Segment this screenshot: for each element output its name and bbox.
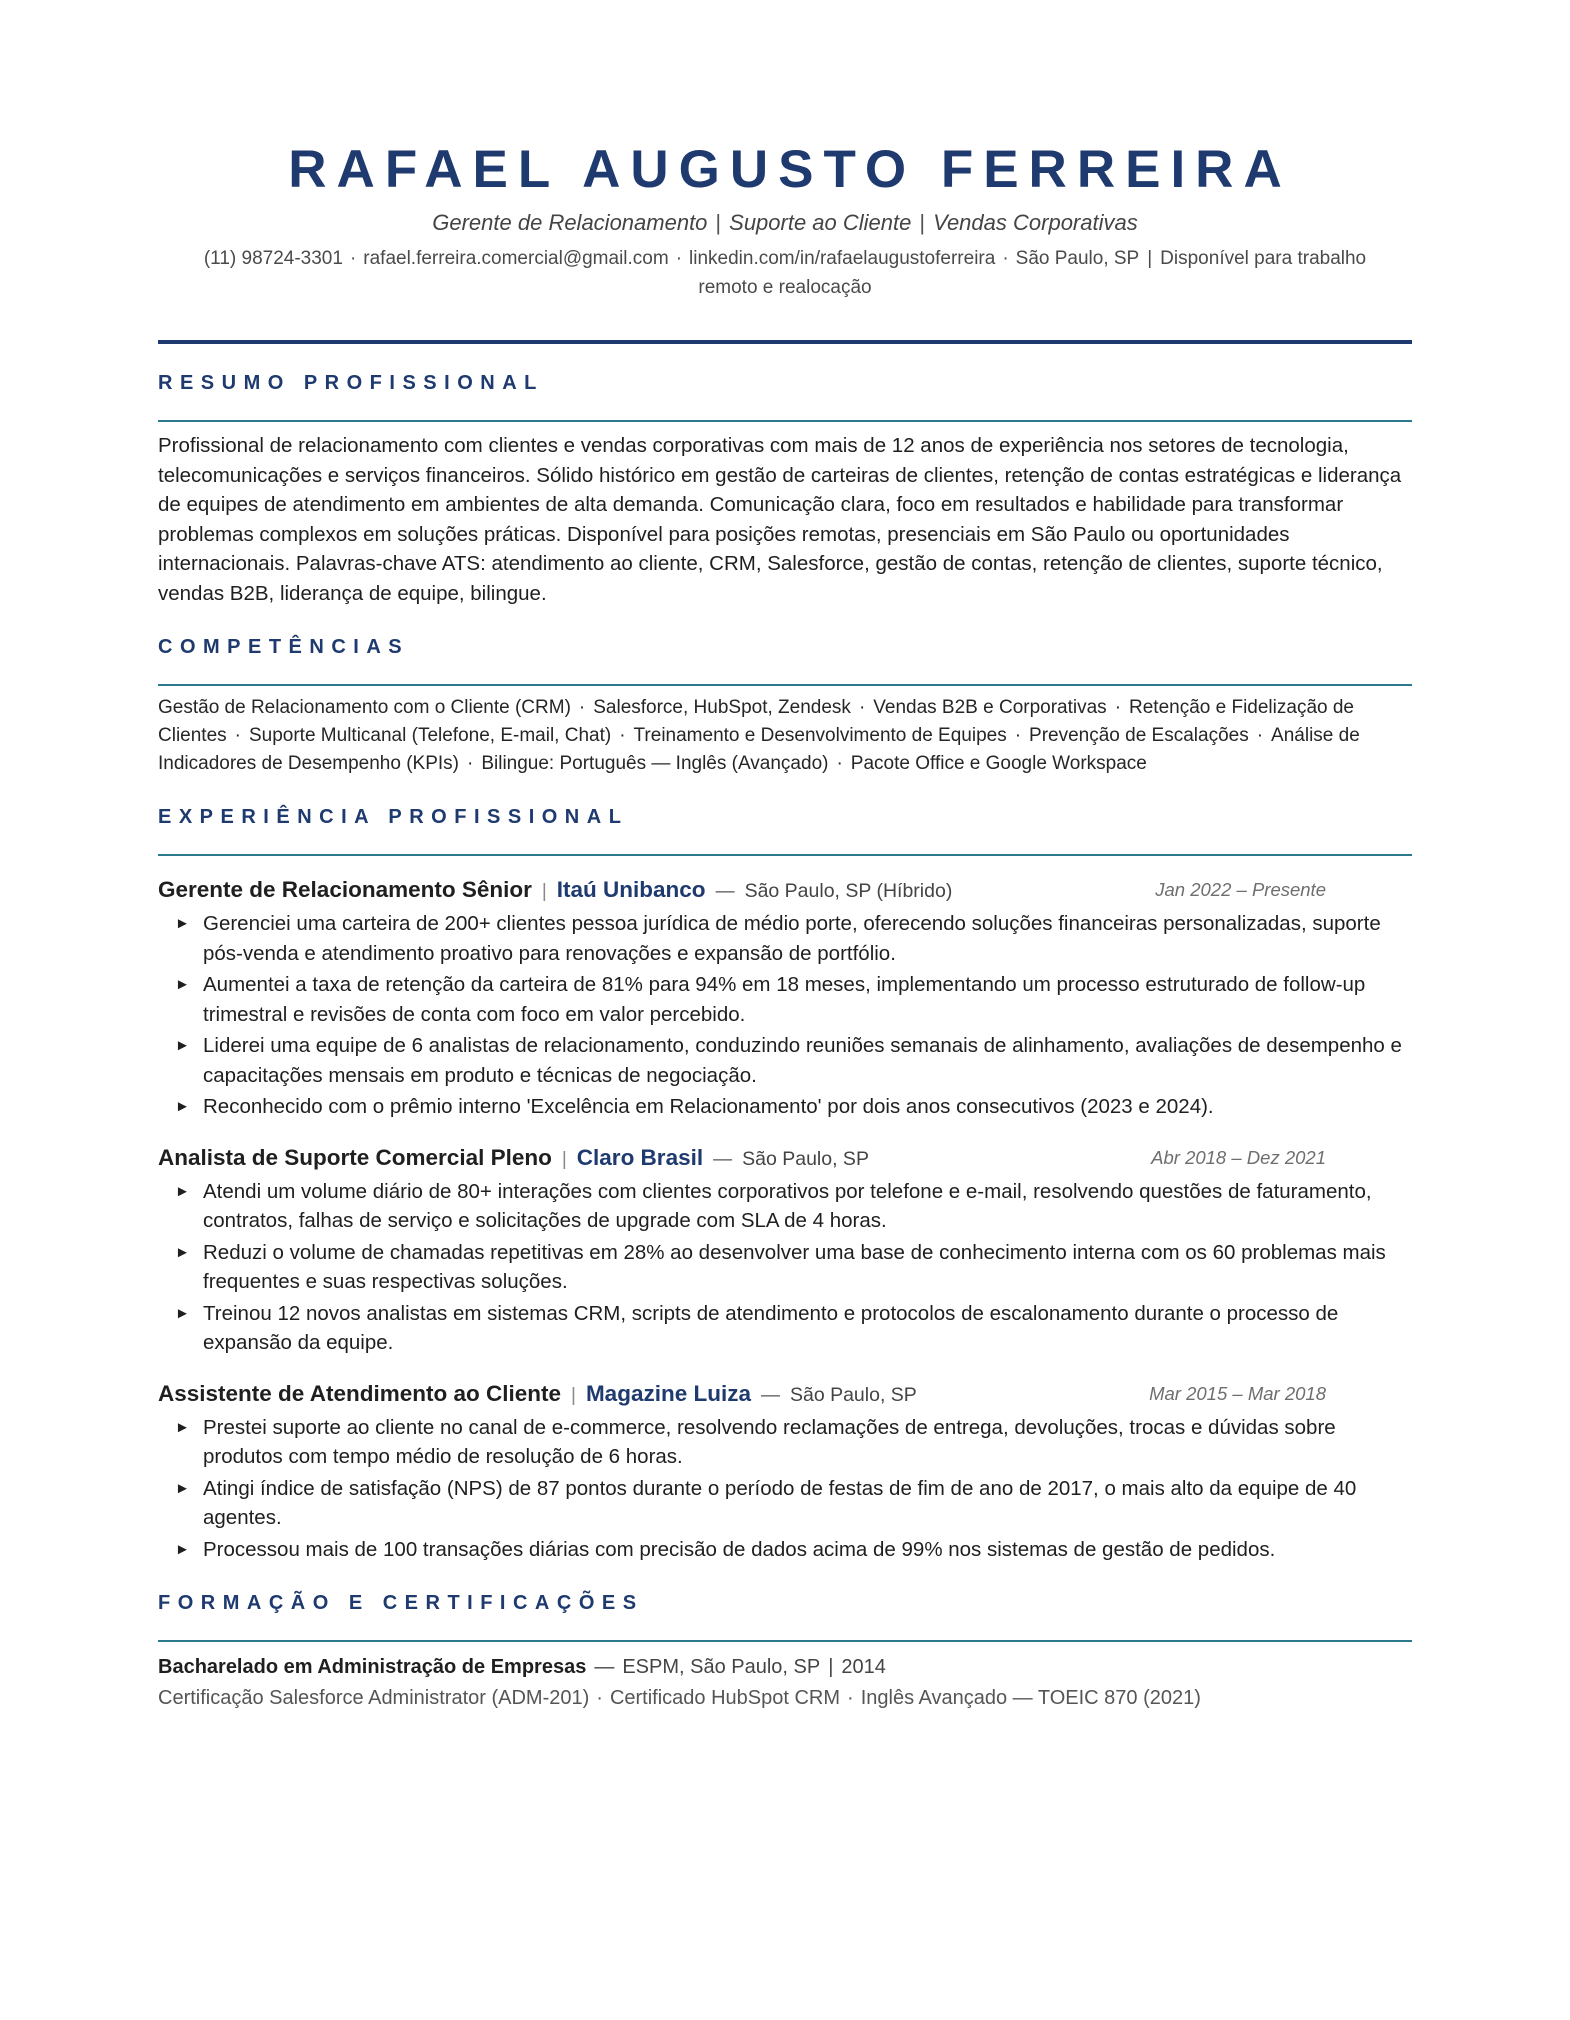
job-title: Gerente de Relacionamento Sênior — [158, 877, 532, 902]
job-separator: | — [541, 881, 547, 902]
section-divider — [158, 854, 1412, 856]
bullet-text: Reduzi o volume de chamadas repetitivas em 28% ao desenvolver uma base de conhecimento interna com os 60 problemas mais frequentes e suas respectivas soluções. — [203, 1240, 1386, 1293]
bullet-text: Liderei uma equipe de 6 analistas de relacionamento, conduzindo reuniões semanais de alinhamento, avaliações de desempenho e capacitações mensais em produto e técnicas de negociação. — [203, 1034, 1402, 1087]
contact-availability: Disponível para trabalho remoto e realocação — [698, 248, 1367, 298]
skill-item: Gestão de Relacionamento com o Cliente (CRM) — [158, 697, 571, 718]
job-title: Assistente de Atendimento ao Cliente — [158, 1380, 561, 1406]
contact-location: São Paulo, SP — [1015, 248, 1140, 269]
skill-separator: · — [619, 725, 626, 746]
contact-email[interactable]: rafael.ferreira.comercial@gmail.com — [363, 248, 669, 269]
education-section-title: FORMAÇÃO E CERTIFICAÇÕES — [158, 1592, 644, 1614]
job-separator: — — [713, 1148, 733, 1170]
bullet-item — [158, 1413, 1412, 1472]
contact-phone: (11) 98724-3301 — [203, 248, 343, 269]
skill-separator: · — [858, 697, 866, 718]
job-separator: | — [571, 1384, 576, 1406]
bullet-triangle-icon: ► — [175, 915, 190, 932]
job-company: Magazine Luiza — [585, 1380, 751, 1406]
education-degree: Bacharelado em Administração de Empresas — [158, 1656, 587, 1678]
skill-item: Bilingue: Português — Inglês (Avançado) — [481, 753, 829, 774]
job-bullets — [158, 1413, 1412, 1565]
job-header — [158, 1378, 1412, 1410]
contact-separator: · — [349, 248, 357, 269]
skill-item: Suporte Multicanal (Telefone, E-mail, Chat) — [248, 725, 612, 746]
bullet-item — [158, 1535, 1412, 1565]
job-entry — [158, 874, 1412, 1122]
skills-list — [158, 694, 1412, 778]
bullet-triangle-icon: ► — [175, 1037, 190, 1054]
job-bullets — [158, 909, 1412, 1122]
skill-separator: · — [467, 753, 474, 774]
education-institution: ESPM, São Paulo, SP — [622, 1656, 821, 1678]
bullet-text: Processou mais de 100 transações diárias com precisão de dados acima de 99% nos sistemas de gestão de pedidos. — [203, 1537, 1276, 1561]
job-header — [158, 1142, 1412, 1174]
bullet-item — [158, 1092, 1412, 1122]
tagline-role-3: Vendas Corporativas — [933, 210, 1138, 235]
bullet-triangle-icon: ► — [175, 1182, 190, 1200]
certification-separator: · — [596, 1687, 603, 1709]
job-header — [158, 874, 1412, 906]
header-divider — [158, 340, 1412, 344]
skill-separator: · — [1014, 725, 1022, 746]
section-divider — [158, 420, 1412, 422]
skill-item: Pacote Office e Google Workspace — [850, 753, 1147, 774]
job-entry — [158, 1378, 1412, 1565]
bullet-triangle-icon: ► — [175, 1243, 190, 1261]
skill-separator: · — [234, 725, 241, 746]
tagline-role-1: Gerente de Relacionamento — [432, 210, 708, 235]
bullet-triangle-icon: ► — [175, 1304, 190, 1322]
job-location: São Paulo, SP — [789, 1383, 917, 1406]
contact-linkedin[interactable]: linkedin.com/in/rafaelaugustoferreira — [689, 248, 996, 269]
bullet-text: Prestei suporte ao cliente no canal de e-commerce, resolvendo reclamações de entrega, devoluções, trocas e dúvidas sobre produtos com tempo médio de resolução de 6 horas. — [203, 1415, 1336, 1468]
skill-separator: · — [836, 753, 843, 774]
skill-item: Prevenção de Escalações — [1029, 725, 1249, 746]
skill-item: Análise de Indicadores de Desempenho (KPIs) — [158, 725, 1360, 774]
bullet-text: Gerenciei uma carteira de 200+ clientes pessoa jurídica de médio porte, oferecendo soluções financeiras personalizadas, suporte pós-venda e atendimento proativo para renovações e expansão de portfólio. — [203, 912, 1381, 965]
education-separator: | — [828, 1656, 834, 1678]
job-location: São Paulo, SP (Híbrido) — [744, 880, 953, 902]
bullet-text: Atingi índice de satisfação (NPS) de 87 pontos durante o período de festas de fim de ano de 2017, o mais alto da equipe de 40 agentes. — [203, 1476, 1357, 1529]
skill-item: Treinamento e Desenvolvimento de Equipes — [633, 725, 1007, 746]
job-separator: — — [715, 881, 735, 902]
certification-item: Certificado HubSpot CRM — [609, 1687, 841, 1709]
bullet-item — [158, 1031, 1412, 1090]
job-company: Claro Brasil — [576, 1144, 704, 1170]
bullet-triangle-icon: ► — [175, 976, 190, 993]
contact-info — [158, 244, 1412, 302]
bullet-item — [158, 1177, 1412, 1236]
section-divider — [158, 1640, 1412, 1642]
summary-section-title: RESUMO PROFISSIONAL — [158, 372, 544, 394]
bullet-text: Treinou 12 novos analistas em sistemas CRM, scripts de atendimento e protocolos de escalonamento durante o processo de expansão da equipe. — [203, 1301, 1339, 1354]
contact-separator: | — [1147, 248, 1153, 269]
contact-separator: · — [675, 248, 683, 269]
bullet-item — [158, 1299, 1412, 1358]
certifications-list — [158, 1683, 1412, 1713]
bullet-text: Aumentei a taxa de retenção da carteira de 81% para 94% em 18 meses, implementando um processo estruturado de follow-up trimestral e revisões de conta com foco em valor percebido. — [203, 973, 1366, 1026]
bullet-item — [158, 909, 1412, 968]
bullet-item — [158, 970, 1412, 1029]
job-separator: — — [760, 1384, 780, 1406]
job-dates: Abr 2018 – Dez 2021 — [1151, 1146, 1326, 1168]
skill-separator: · — [1114, 697, 1122, 718]
contact-separator: · — [1002, 248, 1009, 269]
certification-item: Certificação Salesforce Administrator (ADM-201) — [158, 1687, 590, 1709]
resume-page — [158, 0, 1412, 1713]
tagline-separator: | — [919, 210, 926, 235]
education-entry — [158, 1652, 1412, 1682]
job-entry — [158, 1142, 1412, 1358]
job-dates: Mar 2015 – Mar 2018 — [1149, 1382, 1326, 1404]
experience-section-title: EXPERIÊNCIA PROFISSIONAL — [158, 806, 629, 828]
job-dates: Jan 2022 – Presente — [1155, 879, 1326, 900]
bullet-item — [158, 1474, 1412, 1533]
job-bullets — [158, 1177, 1412, 1358]
certification-separator: · — [847, 1687, 854, 1709]
bullet-triangle-icon: ► — [175, 1540, 190, 1558]
bullet-text: Reconhecido com o prêmio interno 'Excelência em Relacionamento' por dois anos consecutivos (2023 e 2024). — [203, 1095, 1214, 1118]
section-divider — [158, 684, 1412, 686]
tagline-role-2: Suporte ao Cliente — [729, 210, 912, 235]
tagline — [158, 208, 1412, 238]
bullet-triangle-icon: ► — [175, 1418, 190, 1436]
job-separator: | — [561, 1148, 567, 1170]
certification-item: Inglês Avançado — TOEIC 870 (2021) — [860, 1687, 1201, 1709]
summary-text: Profissional de relacionamento com clientes e vendas corporativas com mais de 12 anos de experiência nos setores de tecnologia, telecomunicações e serviços financeiros. Sólido histórico em gestão de carteiras de clientes, retenção de contas estratégicas e liderança de equipes de atendimento em ambientes de alta demanda. Comunicação clara, foco em resultados e habilidade para transformar problemas complexos em soluções práticas. Disponível para posições remotas, presenciais em São Paulo ou oportunidades internacionais. Palavras-chave ATS: atendimento ao cliente, CRM, Salesforce, gestão de contas, retenção de clientes, suporte técnico, vendas B2B, liderança de equipe, bilingue. — [158, 434, 1402, 605]
bullet-triangle-icon: ► — [175, 1098, 190, 1115]
skill-item: Salesforce, HubSpot, Zendesk — [593, 697, 851, 718]
experience-list — [158, 874, 1412, 1564]
skill-item: Vendas B2B e Corporativas — [873, 697, 1107, 718]
job-location: São Paulo, SP — [742, 1147, 869, 1170]
education-separator: — — [594, 1656, 615, 1678]
job-company: Itaú Unibanco — [556, 877, 706, 902]
skills-section-title: COMPETÊNCIAS — [158, 636, 410, 658]
job-title: Analista de Suporte Comercial Pleno — [158, 1144, 552, 1170]
bullet-text: Atendi um volume diário de 80+ interações com clientes corporativos por telefone e e-mail, resolvendo questões de faturamento, contratos, falhas de serviço e solicitações de upgrade com SLA de 4 horas. — [203, 1179, 1372, 1232]
candidate-name: RAFAEL AUGUSTO FERREIRA — [288, 140, 1292, 199]
skill-separator: · — [578, 697, 586, 718]
tagline-separator: | — [715, 210, 722, 235]
education-year: 2014 — [841, 1656, 886, 1678]
bullet-triangle-icon: ► — [175, 1479, 190, 1497]
skill-separator: · — [1256, 725, 1264, 746]
bullet-item — [158, 1238, 1412, 1297]
skill-item: Retenção e Fidelização de Clientes — [158, 697, 1354, 746]
